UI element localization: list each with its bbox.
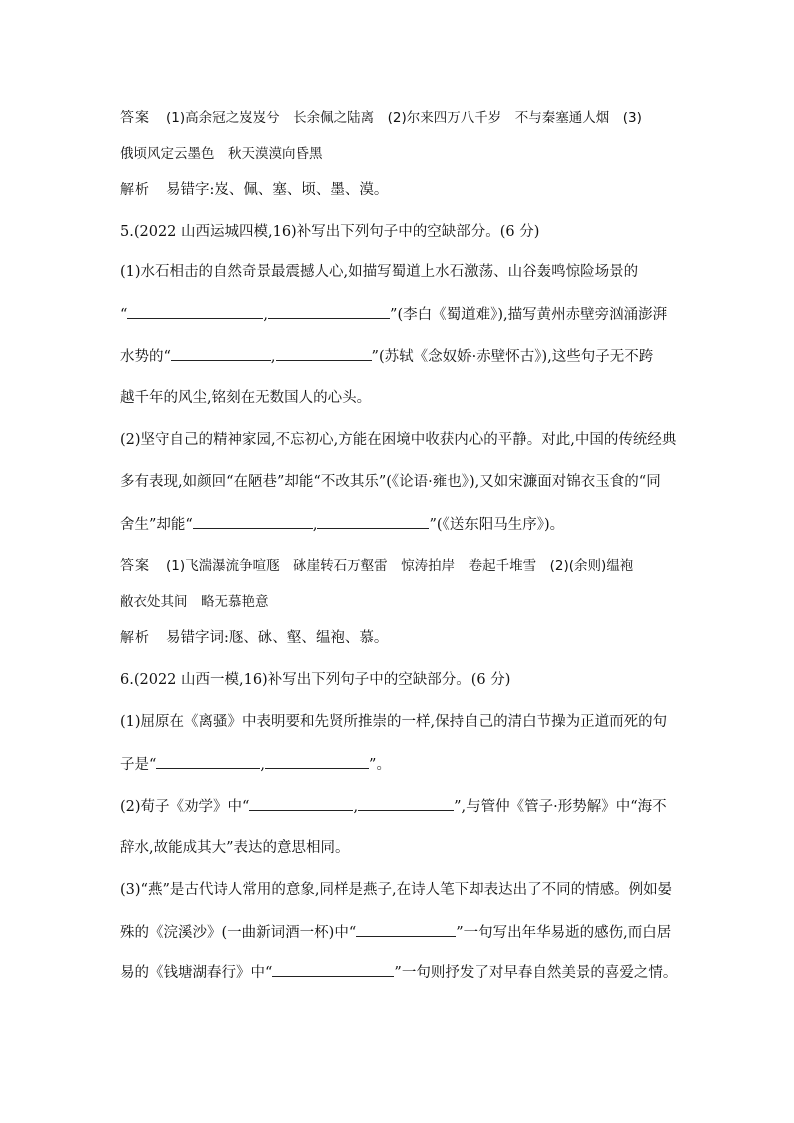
answer-blank[interactable] bbox=[249, 796, 353, 811]
answer-blank[interactable] bbox=[317, 514, 429, 529]
answer-blank[interactable] bbox=[358, 796, 454, 811]
analysis-text: 易错字:岌、佩、塞、顷、墨、漠。 bbox=[166, 182, 389, 198]
answer-text: (1)高余冠之岌岌兮 长余佩之陆离 (2)尔来四万八千岁 不与秦塞通人烟 (3) bbox=[166, 110, 642, 126]
comma: , bbox=[270, 349, 276, 365]
analysis-label: 解析 bbox=[120, 182, 150, 198]
comma: , bbox=[263, 307, 269, 323]
answer-blank[interactable] bbox=[268, 304, 390, 319]
line-text: ”(李白《蜀道难》),描写黄州赤壁旁汹涌澎湃 bbox=[390, 307, 668, 323]
open-quote: “ bbox=[120, 307, 128, 323]
line-text: ”一句则抒发了对早春自然美景的喜爱之情。 bbox=[394, 965, 678, 981]
line-text: ”(苏轼《念奴娇·赤壁怀古》),这些句子无不跨 bbox=[371, 349, 654, 365]
answer-blank[interactable] bbox=[171, 346, 271, 361]
question-6-part2-line1 bbox=[120, 796, 667, 817]
comma: , bbox=[260, 757, 266, 773]
answer-blank[interactable] bbox=[127, 304, 263, 319]
analysis-text: 易错字词:豗、砯、壑、缊袍、慕。 bbox=[166, 630, 389, 646]
line-text: 舍生”却能“ bbox=[120, 517, 193, 533]
question-5-part1-line3 bbox=[120, 346, 653, 367]
question-5-part1-line4: 越千年的风尘,铭刻在无数国人的心头。 bbox=[120, 390, 372, 406]
question-6-part3-line1: (3)“燕”是古代诗人常用的意象,同样是燕子,在诗人笔下却表达出了不同的情感。例如晏 bbox=[120, 882, 673, 898]
answer-text: (1)飞湍瀑流争喧豗 砯崖转石万壑雷 惊涛拍岸 卷起千堆雪 (2)(余则)缊袍 bbox=[166, 558, 634, 574]
answer-line-1 bbox=[120, 108, 642, 128]
line-text: 子是“ bbox=[120, 757, 157, 773]
question-5-heading: 5.(2022 山西运城四模,16)补写出下列句子中的空缺部分。(6 分) bbox=[120, 224, 540, 240]
question-6-heading: 6.(2022 山西一模,16)补写出下列句子中的空缺部分。(6 分) bbox=[120, 672, 511, 688]
question-5-part2-line2: 多有表现,如颜回“在陋巷”却能“不改其乐”(《论语·雍也》),又如宋濂面对锦衣玉食的“同 bbox=[120, 474, 661, 490]
line-text: 水势的“ bbox=[120, 349, 171, 365]
line-text: ”,与管仲《管子·形势解》中“海不 bbox=[454, 799, 667, 815]
question-6-part1-line2 bbox=[120, 754, 391, 775]
comma: , bbox=[353, 799, 359, 815]
answer-blank[interactable] bbox=[193, 514, 313, 529]
line-text: ”一句写出年华易逝的感伤,而白居 bbox=[456, 925, 672, 941]
question-5-part1-line1: (1)水石相击的自然奇景最震撼人心,如描写蜀道上水石激荡、山谷轰鸣惊险场景的 bbox=[120, 264, 639, 280]
analysis-line bbox=[120, 180, 388, 200]
line-text: ”(《送东阳马生序》)。 bbox=[429, 517, 565, 533]
question-6-part2-line2: 辞水,故能成其大”表达的意思相同。 bbox=[120, 840, 350, 856]
answer-label: 答案 bbox=[120, 558, 150, 574]
question-6-part3-line3 bbox=[120, 962, 677, 983]
line-text: 殊的《浣溪沙》(一曲新词酒一杯)中“ bbox=[120, 925, 357, 941]
question-6-part1-line1: (1)屈原在《离骚》中表明要和先贤所推崇的一样,保持自己的清白节操为正道而死的句 bbox=[120, 714, 668, 730]
answer-line-1 bbox=[120, 556, 633, 576]
line-text: (2)荀子《劝学》中“ bbox=[120, 799, 250, 815]
question-5-part2-line3 bbox=[120, 514, 564, 535]
answer-blank[interactable] bbox=[272, 962, 394, 977]
line-text: ”。 bbox=[369, 757, 391, 773]
answer-label: 答案 bbox=[120, 110, 150, 126]
answer-line-2: 俄顷风定云墨色 秋天漠漠向昏黑 bbox=[120, 146, 323, 162]
line-text: 易的《钱塘湖春行》中“ bbox=[120, 965, 273, 981]
question-6-part3-line2 bbox=[120, 922, 671, 943]
answer-line-2: 敝衣处其间 略无慕艳意 bbox=[120, 594, 269, 610]
answer-blank[interactable] bbox=[265, 754, 369, 769]
question-5-part1-line2 bbox=[120, 304, 667, 325]
answer-blank[interactable] bbox=[276, 346, 372, 361]
question-5-part2-line1: (2)坚守自己的精神家园,不忘初心,方能在困境中收获内心的平静。对此,中国的传统经典 bbox=[120, 432, 677, 448]
answer-blank[interactable] bbox=[156, 754, 260, 769]
analysis-label: 解析 bbox=[120, 630, 150, 646]
answer-blank[interactable] bbox=[356, 922, 456, 937]
comma: , bbox=[312, 517, 318, 533]
analysis-line bbox=[120, 628, 388, 648]
